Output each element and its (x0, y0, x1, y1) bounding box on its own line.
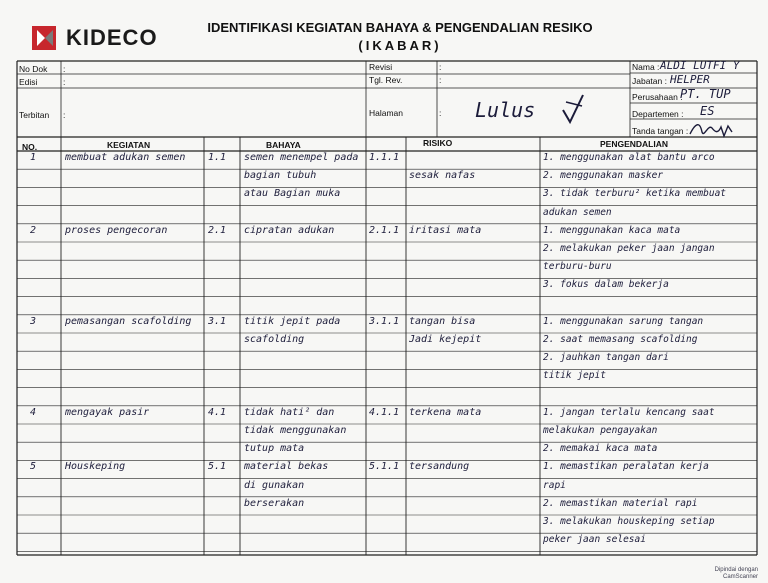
row-17-pengendalian: 2. memastikan material rapi (543, 497, 698, 509)
row-15-bahaya-no: 5.1 (208, 461, 227, 473)
perusahaan-label: Perusahaan : (632, 92, 683, 102)
row-12-risiko: terkena mata (409, 406, 482, 418)
row-1-bahaya: bagian tubuh (244, 170, 317, 182)
row-10-pengendalian: 2. jauhkan tangan dari (543, 352, 669, 364)
row-4-risiko-no: 2.1.1 (369, 224, 400, 236)
tgl-rev-colon: : (439, 75, 442, 85)
row-9-bahaya: scafolding (244, 334, 305, 345)
row-8-risiko-no: 3.1.1 (369, 315, 400, 327)
perusahaan-value: PT. TUP (680, 87, 731, 101)
row-0-kegiatan: membuat adukan semen (65, 152, 186, 163)
row-12-bahaya-no: 4.1 (208, 406, 227, 418)
row-15-bahaya: material bekas (244, 461, 329, 473)
row-0-bahaya-no: 1.1 (208, 152, 227, 163)
row-8-pengendalian: 1. menggunakan sarung tangan (543, 315, 704, 327)
row-2-bahaya: atau Bagian muka (244, 188, 341, 200)
revisi-colon: : (439, 62, 442, 72)
row-14-pengendalian: 2. memakai kaca mata (543, 443, 658, 455)
row-15-no: 5 (30, 461, 37, 473)
checkmark-icon (560, 92, 586, 126)
row-19-pengendalian: peker jaan selesai (543, 534, 646, 546)
row-3-pengendalian: adukan semen (543, 206, 612, 218)
tanda-tangan-label: Tanda tangan : (632, 126, 689, 136)
row-2-pengendalian: 3. tidak terburu² ketika membuat (543, 188, 727, 200)
row-15-kegiatan: Houskeping (65, 461, 126, 473)
edisi-colon: : (63, 77, 66, 87)
halaman-label: Halaman (369, 108, 404, 118)
logo-text: KIDECO (66, 25, 158, 50)
row-4-pengendalian: 1. menggunakan kaca mata (543, 224, 681, 236)
row-4-bahaya: cipratan adukan (244, 224, 335, 236)
col-pengendalian-header: PENGENDALIAN (600, 139, 669, 149)
row-8-risiko: tangan bisa (409, 315, 476, 327)
row-14-bahaya: tutup mata (244, 443, 305, 455)
row-11-pengendalian: titik jepit (543, 370, 606, 382)
row-16-pengendalian: rapi (543, 479, 566, 491)
row-0-bahaya: semen menempel pada (244, 152, 359, 163)
revisi-label: Revisi (369, 62, 393, 72)
row-12-risiko-no: 4.1.1 (369, 406, 400, 418)
col-bahaya-header: BAHAYA (266, 140, 301, 150)
row-0-no: 1 (30, 152, 37, 163)
row-13-bahaya: tidak menggunakan (244, 425, 347, 436)
signature-icon (688, 118, 734, 140)
row-16-bahaya: di gunakan (244, 479, 305, 491)
no-dok-label: No Dok (19, 64, 48, 74)
row-0-risiko-no: 1.1.1 (369, 152, 400, 163)
departemen-value: ES (700, 104, 715, 118)
row-15-pengendalian: 1. memastikan peralatan kerja (543, 461, 709, 473)
jabatan-label: Jabatan : (632, 76, 667, 86)
row-5-pengendalian: 2. melakukan peker jaan jangan (543, 243, 715, 254)
halaman-value: Lulus (475, 98, 536, 122)
row-7-pengendalian: 3. fokus dalam bekerja (543, 279, 669, 291)
row-1-risiko: sesak nafas (409, 170, 476, 182)
nama-value: ALDI LUTFI Y (660, 59, 740, 72)
edisi-label: Edisi (19, 77, 38, 87)
form-subtitle: (IKABAR) (358, 38, 442, 53)
row-13-pengendalian: melakukan pengayakan (543, 425, 658, 436)
row-4-risiko: iritasi mata (409, 224, 482, 236)
col-no-header: NO. (22, 142, 38, 152)
no-dok-colon: : (63, 64, 66, 74)
departemen-label: Departemen : (632, 109, 684, 119)
terbitan-label: Terbitan (19, 110, 50, 120)
tgl-rev-label: Tgl. Rev. (369, 75, 403, 85)
row-18-pengendalian: 3. melakukan houskeping setiap (543, 516, 715, 527)
row-12-no: 4 (30, 406, 37, 418)
row-6-pengendalian: terburu-buru (543, 261, 612, 273)
row-12-pengendalian: 1. jangan terlalu kencang saat (543, 406, 715, 418)
row-15-risiko-no: 5.1.1 (369, 461, 400, 473)
scanner-footer-line1: Dipindai dengan (714, 567, 758, 573)
row-1-pengendalian: 2. menggunakan masker (543, 170, 664, 182)
row-17-bahaya: berserakan (244, 497, 305, 509)
jabatan-value: HELPER (670, 73, 710, 86)
row-12-bahaya: tidak hati² dan (244, 406, 335, 418)
halaman-colon: : (439, 108, 442, 118)
row-8-no: 3 (30, 315, 37, 327)
form-title: IDENTIFIKASI KEGIATAN BAHAYA & PENGENDALIAN RESIKO (207, 20, 593, 35)
row-8-kegiatan: pemasangan scafolding (65, 315, 192, 327)
row-9-pengendalian: 2. saat memasang scafolding (543, 334, 698, 345)
row-9-risiko: Jadi kejepit (409, 334, 482, 345)
col-kegiatan-header: KEGIATAN (107, 140, 151, 150)
nama-label: Nama : (632, 62, 660, 72)
row-12-kegiatan: mengayak pasir (65, 406, 150, 418)
col-risiko-header: RISIKO (423, 138, 453, 148)
row-4-bahaya-no: 2.1 (208, 224, 227, 236)
row-4-no: 2 (30, 224, 37, 236)
row-4-kegiatan: proses pengecoran (65, 224, 168, 236)
scanner-footer-line2: CamScanner (722, 574, 758, 580)
row-8-bahaya-no: 3.1 (208, 315, 227, 327)
row-15-risiko: tersandung (409, 461, 470, 473)
scanner-footer (715, 567, 758, 581)
row-0-pengendalian: 1. menggunakan alat bantu arco (543, 152, 715, 163)
terbitan-colon: : (63, 110, 66, 120)
row-8-bahaya: titik jepit pada (244, 315, 341, 327)
